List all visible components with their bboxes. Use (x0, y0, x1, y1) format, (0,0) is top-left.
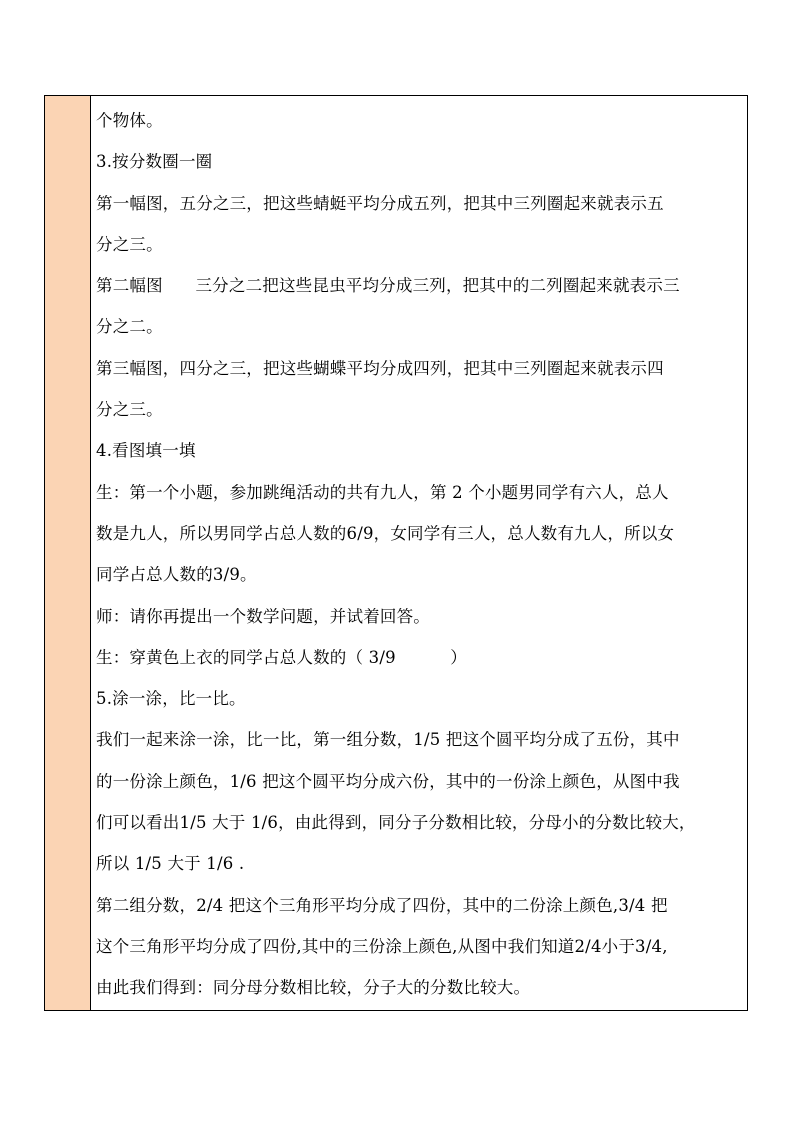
section-heading-4: 4.看图填一填 (96, 441, 196, 461)
text-line: 这个三角形平均分成了四份,其中的三份涂上颜色,从图中我们知道2/4小于3/4, (96, 936, 668, 956)
text-line: 第三幅图，四分之三，把这些蝴蝶平均分成四列，把其中三列圈起来就表示四 (96, 358, 664, 378)
text-line: 分之三。 (96, 400, 163, 420)
text-line: 第二幅图 三分之二把这些昆虫平均分成三列，把其中的二列圈起来就表示三 (96, 276, 680, 296)
lesson-text-cell (91, 96, 747, 1010)
shaded-label-cell (45, 96, 91, 1010)
text-line: 我们一起来涂一涂，比一比，第一组分数，1/5 把这个圆平均分成了五份，其中 (96, 730, 680, 750)
text-line: 所以 1/5 大于 1/6 . (96, 854, 245, 874)
section-heading-5: 5.涂一涂，比一比。 (96, 689, 246, 709)
text-line: 的一份涂上颜色，1/6 把这个圆平均分成六份，其中的一份涂上颜色，从图中我 (96, 771, 680, 791)
text-line: 同学占总人数的3/9。 (96, 565, 257, 585)
text-line: 个物体。 (96, 111, 163, 130)
text-line: 师：请你再提出一个数学问题，并试着回答。 (96, 606, 430, 626)
text-line: 数是九人，所以男同学占总人数的6/9，女同学有三人，总人数有九人，所以女 (96, 523, 675, 543)
text-line: 生：穿黄色上衣的同学占总人数的（ 3/9 ） (96, 647, 467, 667)
text-line: 们可以看出1/5 大于 1/6，由此得到，同分子分数相比较，分母小的分数比较大， (96, 813, 696, 833)
text-line: 第二组分数，2/4 把这个三角形平均分成了四份，其中的二份涂上颜色,3/4 把 (96, 895, 668, 915)
content-table (44, 95, 748, 1011)
text-line: 分之三。 (96, 234, 163, 254)
text-line: 分之二。 (96, 317, 163, 337)
text-line: 第一幅图，五分之三，把这些蜻蜓平均分成五列，把其中三列圈起来就表示五 (96, 193, 664, 213)
text-line: 生：第一个小题，参加跳绳活动的共有九人，第 2 个小题男同学有六人，总人 (96, 482, 669, 502)
section-heading-3: 3.按分数圈一圈 (96, 152, 213, 172)
text-line: 由此我们得到：同分母分数相比较，分子大的分数比较大。 (96, 978, 531, 998)
